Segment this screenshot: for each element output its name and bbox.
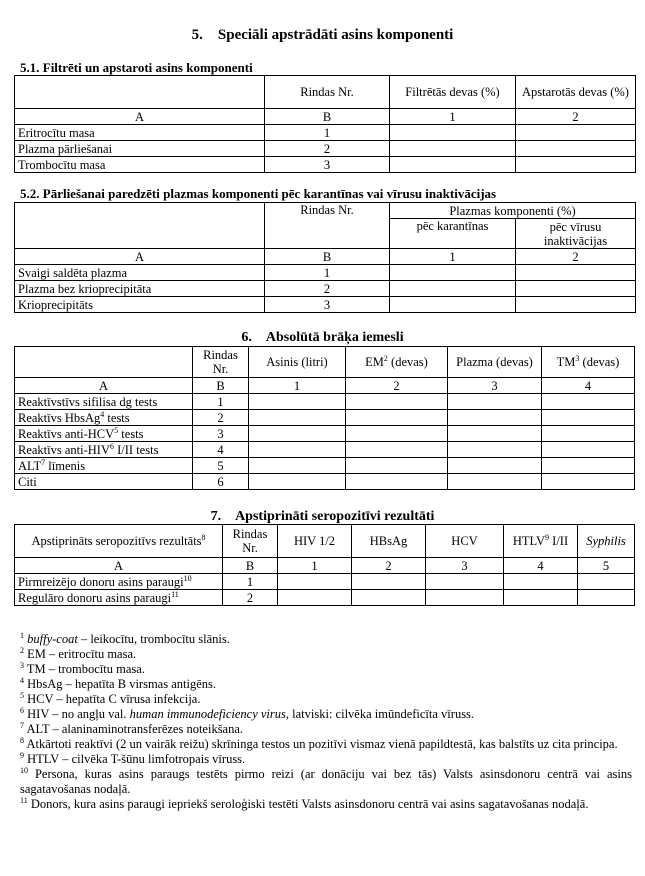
header-nr: Rindas Nr. [223,525,278,558]
header-htlv: HTLV$^9$ I/II [504,525,578,558]
footnote: $^{11}$ Donors, kura asins paraugi iepriekš seroloģiski testēti Valsts asinsdonoru centrā vai asins sagatavošanas nodaļā. [20,795,589,811]
cell [516,157,636,173]
cell [448,410,542,426]
cell [346,410,448,426]
header-blank [15,203,265,249]
cell [516,265,636,281]
cell [448,442,542,458]
table-row [15,394,635,410]
header-blank [15,76,265,109]
header-nr: Rindas Nr. [193,347,249,378]
cell [448,394,542,410]
footnote: $^8$ Atkārtoti reaktīvi (2 un vairāk reižu) skrīninga testos un pozitīvi vismaz vienā papildtestā, kas balstīts uz cita principa. [20,735,618,751]
cell [542,394,635,410]
table-5-2 [14,202,636,313]
row-label: Svaigi saldēta plazma [15,265,265,281]
cell [578,574,635,590]
row-label: Regulāro donoru asins paraugi$^{11}$ [15,590,223,606]
cell [516,125,636,141]
letter-b: B [223,558,278,574]
table-row [15,458,635,474]
letter-2: 2 [352,558,426,574]
header-irradiated: Apstarotās devas (%) [516,76,636,109]
table-row [15,574,635,590]
cell [448,474,542,490]
cell [346,474,448,490]
footnote: $^9$ HTLV – cilvēka T-šūnu limfotropais vīruss. [20,750,246,766]
header-filtered: Filtrētās devas (%) [390,76,516,109]
row-label: Reaktīvstīvs sifilisa dg tests [15,394,193,410]
letter-2: 2 [346,378,448,394]
letter-1: 1 [249,378,346,394]
cell [390,281,516,297]
cell [504,574,578,590]
letter-a: A [15,558,223,574]
letter-4: 4 [504,558,578,574]
header-quarantine: pēc karantīnas [390,219,516,249]
cell [516,281,636,297]
letter-a: A [15,249,265,265]
table-7 [14,524,635,606]
row-nr: 2 [193,410,249,426]
cell [542,474,635,490]
table-row [15,281,636,297]
letter-1: 1 [278,558,352,574]
cell [346,426,448,442]
header-nr: Rindas Nr. [265,203,390,249]
cell [249,426,346,442]
cell [516,141,636,157]
header-plasma: Plazma (devas) [448,347,542,378]
cell [390,265,516,281]
cell [249,458,346,474]
footnote: $^2$ EM – eritrocītu masa. [20,645,137,661]
cell [448,458,542,474]
table-row [15,474,635,490]
row-nr: 3 [265,297,390,313]
header-syphilis: Syphilis [578,525,635,558]
row-nr: 2 [265,281,390,297]
footnote: $^{10}$ Persona, kuras asins paraugs testēts pirmo reizi (ar donāciju vai bez tās) Valsts asinsdonoru centrā vai asins sagatavošanas nodaļā. [20,765,633,796]
letter-3: 3 [448,378,542,394]
table-5-1 [14,75,636,173]
row-label: Trombocītu masa [15,157,265,173]
header-hbsag: HBsAg [352,525,426,558]
row-nr: 3 [265,157,390,173]
cell [278,574,352,590]
cell [426,574,504,590]
row-nr: 2 [265,141,390,157]
footnote: $^3$ TM – trombocītu masa. [20,660,145,676]
cell [542,458,635,474]
table-row [15,141,636,157]
table-row [15,297,636,313]
footnote: $^1$ buffy-coat – leikocītu, trombocītu slānis. [20,630,230,646]
letter-2: 2 [516,109,636,125]
header-nr: Rindas Nr. [265,76,390,109]
cell [542,442,635,458]
table-row [15,410,635,426]
row-label: Reaktīvs HbsAg$^4$ tests [15,410,193,426]
row-nr: 1 [223,574,278,590]
table-row [15,265,636,281]
cell [390,297,516,313]
header-blood: Asinis (litri) [249,347,346,378]
cell [249,442,346,458]
cell [346,458,448,474]
footnote: $^4$ HbsAg – hepatīta B virsmas antigēns. [20,675,216,691]
letter-5: 5 [578,558,635,574]
cell [448,426,542,442]
row-label: Citi [15,474,193,490]
header-em: $EM^2$ (devas) [346,347,448,378]
header-hiv: HIV 1/2 [278,525,352,558]
letter-a: A [15,109,265,125]
letter-1: 1 [390,249,516,265]
letter-2: 2 [516,249,636,265]
row-nr: 6 [193,474,249,490]
row-label: ALT$^7$ līmenis [15,458,193,474]
letter-3: 3 [426,558,504,574]
row-nr: 4 [193,442,249,458]
row-label: Pirmreizējo donoru asins paraugi$^{10}$ [15,574,223,590]
cell [346,394,448,410]
header-inactivation: pēc vīrusu inaktivācijas [516,219,636,249]
cell [249,474,346,490]
letter-1: 1 [390,109,516,125]
footnote: $^5$ HCV – hepatīta C vīrusa infekcija. [20,690,201,706]
row-nr: 3 [193,426,249,442]
row-nr: 5 [193,458,249,474]
section-5-2-title: 5.2. Pārliešanai paredzēti plazmas komponenti pēc karantīnas vai vīrusu inaktivācijas [20,186,497,201]
row-label: Plazma pārliešanai [15,141,265,157]
main-heading: 5. Speciāli apstrādāti asins komponenti [191,27,454,43]
header-blank [15,347,193,378]
cell [352,574,426,590]
section-5-1-title: 5.1. Filtrēti un apstaroti asins komponenti [20,60,253,75]
footnotes [20,632,632,812]
footnote: $^6$ HIV – no angļu val. human immunodeficiency virus, latviski: cilvēka imūndeficīta vīruss. [20,705,475,721]
row-nr: 1 [265,125,390,141]
cell [390,125,516,141]
cell [542,410,635,426]
header-plasma-group: Plazmas komponenti (%) [390,203,636,219]
cell [578,590,635,606]
letter-a: A [15,378,193,394]
row-nr: 1 [193,394,249,410]
table-row [15,442,635,458]
cell [504,590,578,606]
row-label: Plazma bez krioprecipitāta [15,281,265,297]
cell [249,410,346,426]
section-6-title: 6. Absolūtā brāķa iemesli [241,330,404,345]
cell [249,394,346,410]
cell [346,442,448,458]
letter-b: B [193,378,249,394]
letter-b: B [265,249,390,265]
header-label: Apstiprināts seropozitīvs rezultāts$^8$ [15,525,223,558]
header-hcv: HCV [426,525,504,558]
row-label: Reaktīvs anti-HCV$^5$ tests [15,426,193,442]
cell [390,157,516,173]
cell [542,426,635,442]
header-tm: $TM^3$ (devas) [542,347,635,378]
footnote: $^7$ ALT – alaninaminotransferēzes noteikšana. [20,720,244,736]
table-row [15,157,636,173]
table-row [15,590,635,606]
cell [352,590,426,606]
cell [278,590,352,606]
letter-b: B [265,109,390,125]
table-row [15,426,635,442]
row-nr: 1 [265,265,390,281]
table-6 [14,346,635,490]
row-nr: 2 [223,590,278,606]
row-label: Reaktīvs anti-HIV$^6$ I/II tests [15,442,193,458]
row-label: Eritrocītu masa [15,125,265,141]
cell [516,297,636,313]
section-7-title: 7. Apstiprināti seropozitīvi rezultāti [210,509,435,524]
cell [426,590,504,606]
cell [390,141,516,157]
letter-4: 4 [542,378,635,394]
table-row [15,125,636,141]
row-label: Krioprecipitāts [15,297,265,313]
